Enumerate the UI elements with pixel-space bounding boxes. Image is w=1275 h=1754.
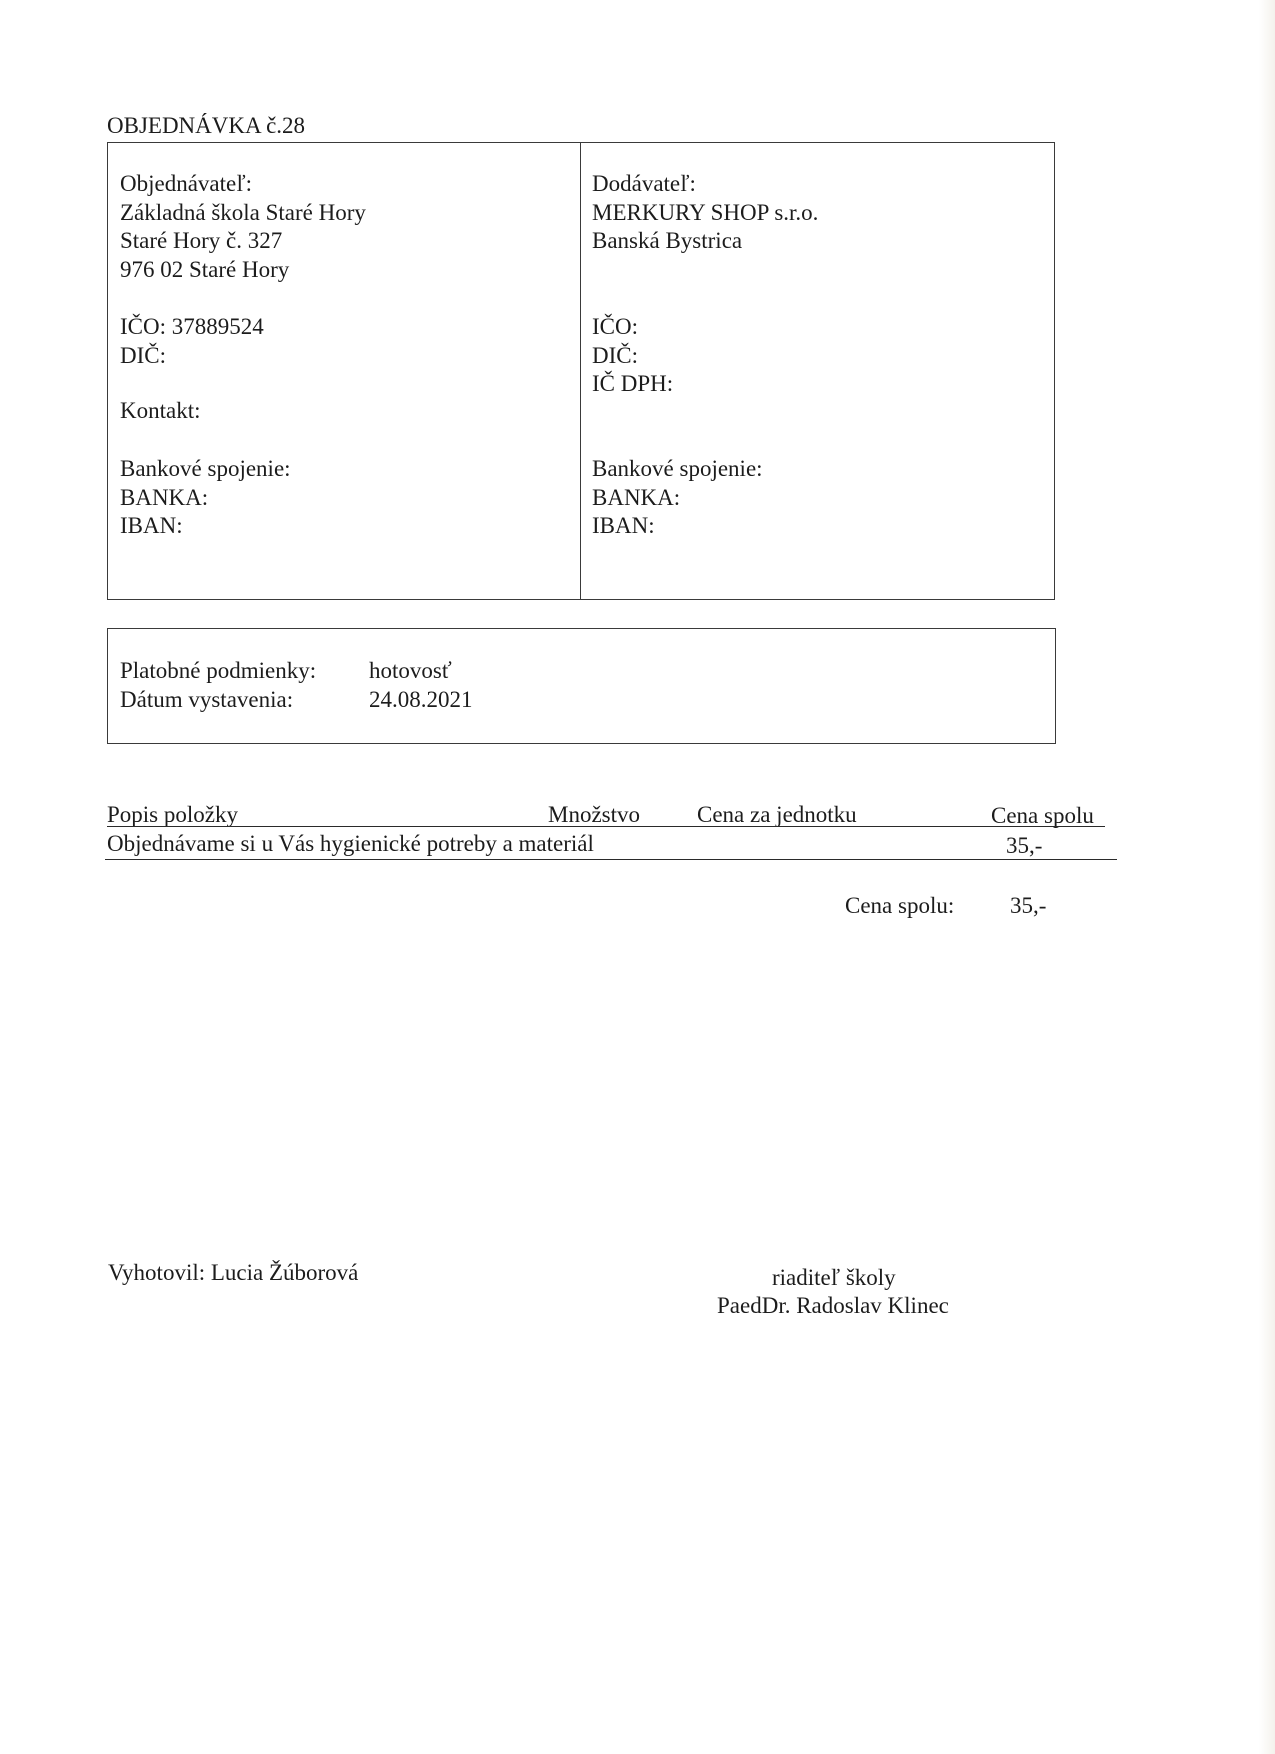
payment-terms-label: Platobné podmienky: (120, 658, 317, 683)
prepared-by: Vyhotovil: Lucia Žúborová (108, 1260, 359, 1285)
buyer-contact: Kontakt: (120, 398, 201, 423)
parties-divider (580, 142, 581, 600)
col-header-quantity: Množstvo (548, 802, 640, 827)
buyer-bank-block (120, 455, 291, 541)
director-name: PaedDr. Radoslav Klinec (717, 1293, 949, 1318)
summary-total-label: Cena spolu: (845, 893, 955, 918)
scan-edge-shadow (1259, 0, 1275, 1754)
supplier-bank-heading: Bankové spojenie: (592, 456, 763, 481)
terms-labels (120, 657, 316, 714)
order-title: OBJEDNÁVKA č.28 (107, 113, 306, 138)
director-title: riaditeľ školy (772, 1265, 896, 1290)
terms-values (369, 657, 473, 714)
buyer-tax-block (120, 313, 264, 370)
issue-date-value: 24.08.2021 (369, 686, 473, 712)
buyer-dic: DIČ: (120, 342, 166, 368)
supplier-block (592, 170, 818, 256)
buyer-street: Staré Hory č. 327 (120, 228, 283, 253)
issue-date-label: Dátum vystavenia: (120, 686, 294, 712)
supplier-iban: IBAN: (592, 513, 655, 538)
buyer-iban: IBAN: (120, 513, 183, 538)
col-header-total: Cena spolu (991, 803, 1094, 828)
buyer-contact-block (120, 397, 201, 426)
summary-total-value: 35,- (1010, 893, 1047, 918)
col-header-description: Popis položky (107, 802, 238, 827)
payment-terms-value: hotovosť (369, 658, 452, 683)
supplier-tax-block (592, 313, 673, 399)
buyer-block (120, 170, 366, 284)
buyer-name: Základná škola Staré Hory (120, 199, 366, 225)
supplier-heading: Dodávateľ: (592, 171, 696, 196)
row-description: Objednávame si u Vás hygienické potreby a materiál (107, 831, 594, 856)
table-bottom-rule (105, 859, 1117, 860)
supplier-bank: BANKA: (592, 484, 681, 510)
row-total: 35,- (1006, 833, 1043, 858)
supplier-city: Banská Bystrica (592, 228, 743, 253)
buyer-city: 976 02 Staré Hory (120, 256, 290, 282)
buyer-ico: IČO: 37889524 (120, 314, 264, 339)
supplier-ic-dph: IČ DPH: (592, 371, 674, 396)
supplier-name: MERKURY SHOP s.r.o. (592, 199, 819, 225)
table-header-rule (107, 826, 1105, 827)
supplier-ico: IČO: (592, 314, 638, 339)
supplier-bank-block (592, 455, 763, 541)
buyer-bank: BANKA: (120, 484, 209, 510)
buyer-heading: Objednávateľ: (120, 171, 252, 196)
col-header-unit-price: Cena za jednotku (697, 802, 857, 827)
buyer-bank-heading: Bankové spojenie: (120, 456, 291, 481)
supplier-dic: DIČ: (592, 342, 638, 368)
